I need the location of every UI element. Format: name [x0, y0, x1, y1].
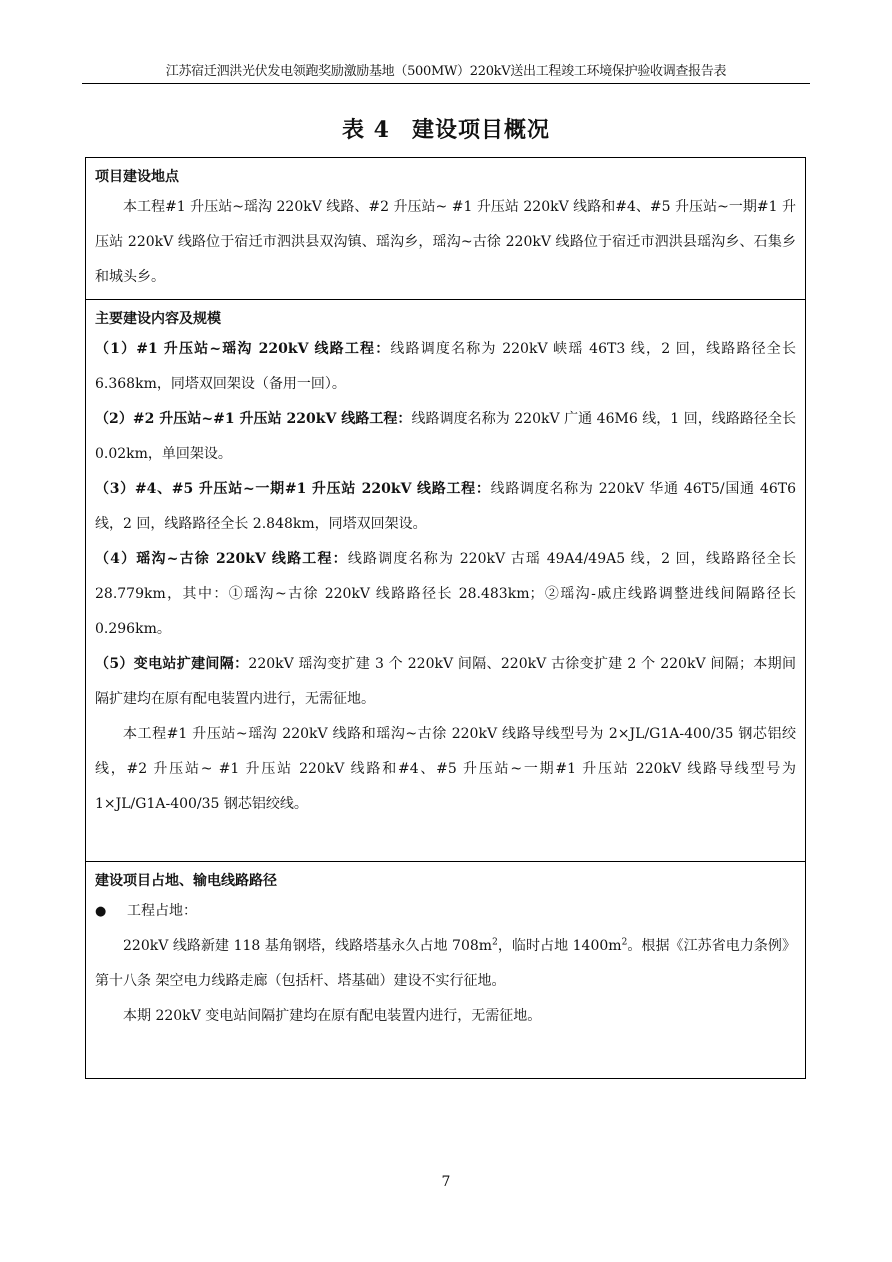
- land-bullet: [95, 894, 796, 929]
- scale-item-text: 线路调度名称为 220kV 峡瑶 46T3 线，2 回，线路路径全长 6.368km，同塔双回架设（备用一回）。: [95, 341, 796, 392]
- scale-item-text: 线路调度名称为 220kV 广通 46M6 线，1 回，线路路径全长 0.02km，单回架设。: [95, 411, 797, 462]
- bullet-icon: ●: [95, 904, 107, 919]
- land-text-b: ，临时占地 1400m: [497, 938, 622, 954]
- scale-item-lead: （4）瑶沟~古徐 220kV 线路工程：: [95, 551, 348, 567]
- land-section: [86, 862, 805, 1078]
- scale-item-5: [95, 647, 796, 717]
- running-header: 江苏宿迁泗洪光伏发电领跑奖励激励基地（500MW）220kV送出工程竣工环境保护验收调查报告表: [165, 64, 727, 79]
- project-overview-table: [85, 157, 806, 1079]
- scale-item-1: [95, 332, 796, 402]
- bullet-label: 工程占地：: [127, 903, 197, 919]
- scale-item-2: [95, 402, 796, 472]
- document-title: [0, 112, 892, 148]
- scale-item-text: 220kV 瑶沟变扩建 3 个 220kV 间隔、220kV 古徐变扩建 2 个 220kV 间隔；本期间隔扩建均在原有配电装置内进行，无需征地。: [95, 656, 797, 707]
- superscript: 2: [492, 937, 498, 948]
- location-section-title: 项目建设地点: [95, 169, 179, 185]
- conductor-note: 本工程#1 升压站~瑶沟 220kV 线路和瑶沟~古徐 220kV 线路导线型号为 2×JL/G1A-400/35 钢芯铝绞线，#2 升压站~ #1 升压站 220kV 线路和#4、#5 升压站~一期#1 升压站 220kV 线路导线型号为 1×JL/G1A-400/35 钢芯铝绞线。: [95, 726, 796, 812]
- header-rule: [82, 83, 810, 84]
- scale-item-4: [95, 542, 796, 647]
- scale-item-text: 线路调度名称为 220kV 华通 46T5/国通 46T6 线，2 回，线路路径全长 2.848km，同塔双回架设。: [95, 481, 796, 532]
- scale-item-text: 线路调度名称为 220kV 古瑶 49A4/49A5 线，2 回，线路路径全长 28.779km，其中：①瑶沟~古徐 220kV 线路路径长 28.483km；②瑶沟-戚庄线路调整进线间隔路径长 0.296km。: [95, 551, 796, 637]
- land-paragraph-2: 本期 220kV 变电站间隔扩建均在原有配电装置内进行，无需征地。: [123, 1008, 542, 1024]
- table-number: 表 4: [342, 117, 390, 143]
- page-number: 7: [441, 1174, 451, 1190]
- scale-section-title: 主要建设内容及规模: [95, 311, 221, 327]
- scale-section: [86, 300, 805, 862]
- land-section-title: 建设项目占地、输电线路路径: [95, 873, 277, 889]
- table-title: 建设项目概况: [411, 117, 550, 143]
- location-section: [86, 158, 805, 300]
- scale-item-lead: （2）#2 升压站~#1 升压站 220kV 线路工程：: [95, 411, 412, 427]
- scale-item-3: [95, 472, 796, 542]
- land-paragraph-1: [95, 929, 796, 999]
- scale-item-lead: （5）变电站扩建间隔：: [95, 656, 249, 672]
- land-text-a: 220kV 线路新建 118 基角钢塔，线路塔基永久占地 708m: [123, 938, 493, 954]
- superscript: 2: [621, 937, 628, 948]
- land-text-c: 。根据《江苏省电力条例》第十八条 架空电力线路走廊（包括杆、塔基础）建设不实行征地。: [95, 938, 796, 989]
- scale-item-lead: （1）#1 升压站~瑶沟 220kV 线路工程：: [95, 341, 391, 357]
- location-paragraph: 本工程#1 升压站~瑶沟 220kV 线路、#2 升压站~ #1 升压站 220kV 线路和#4、#5 升压站~一期#1 升压站 220kV 线路位于宿迁市泗洪县双沟镇、瑶沟乡，瑶沟~古徐 220kV 线路位于宿迁市泗洪县瑶沟乡、石集乡和城头乡。: [95, 199, 796, 285]
- scale-item-lead: （3）#4、#5 升压站~一期#1 升压站 220kV 线路工程：: [95, 481, 491, 497]
